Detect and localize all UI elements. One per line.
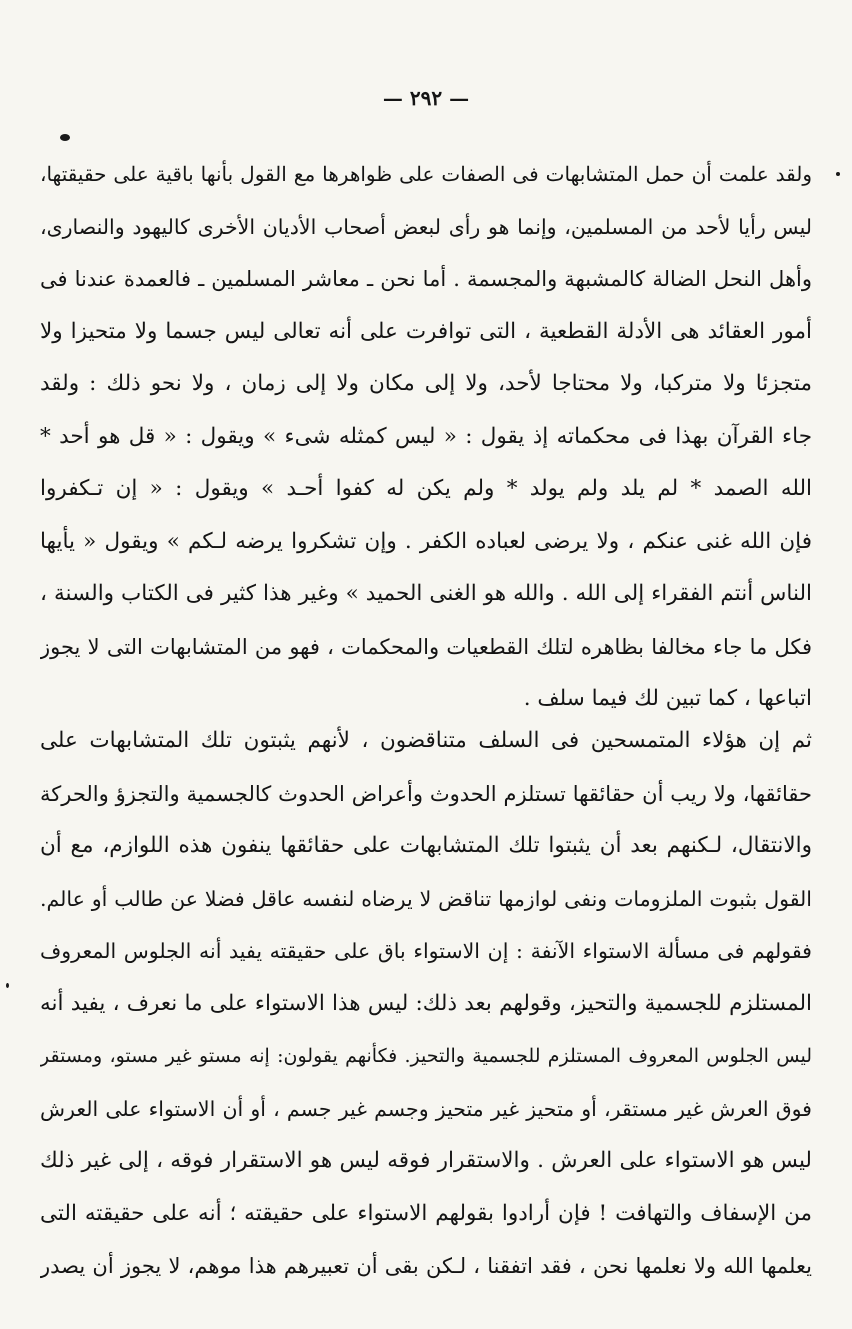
text-line: فقولهم فى مسألة الاستواء الآنفة : إن الاستواء باق على حقيقته يفيد أنه الجلوس المعروف [40, 939, 812, 963]
page-number: — ٢٩٢ — [382, 86, 470, 110]
text-line: والانتقال، لـكنهم بعد أن يثبتوا تلك المتشابهات على حقائقها ينفون هذه اللوازم، مع أن [40, 833, 812, 858]
text-line: الناس أنتم الفقراء إلى الله . والله هو الغنى الحميد » وغير هذا كثير فى الكتاب والسنة ، [40, 581, 812, 606]
text-line: حقائقها، ولا ريب أن حقائقها تستلزم الحدوث وأعراض الحدوث كالجسمية والتجزؤ والحركة [40, 781, 812, 806]
text-line: من الإسفاف والتهافت ! فإن أرادوا بقولهم الاستواء على حقيقته ؛ أنه على حقيقته التى [40, 1200, 812, 1226]
text-line: ليس رأيا لأحد من المسلمين، وإنما هو رأى لبعض أصحاب الأديان الأخرى كاليهود والنصارى، [40, 214, 812, 239]
text-line: جاء القرآن بهذا فى محكماته إذ يقول : « ليس كمثله شىء » ويقول : « قل هو أحد * [40, 423, 812, 449]
paragraph-1 [40, 148, 812, 726]
text-line: يعلمها الله ولا نعلمها نحن ، فقد اتفقنا ، لـكن بقى أن تعبيرهم هذا موهم، لا يجوز أن يصدر [40, 1254, 812, 1278]
text-line: أمور العقائد هى الأدلة القطعية ، التى توافرت على أنه تعالى ليس جسما ولا متحيزا ولا [40, 318, 812, 344]
text-line: متجزئا ولا متركبا، ولا محتاجا لأحد، ولا إلى مكان ولا إلى زمان ، ولا نحو ذلك : ولقد [40, 371, 812, 396]
text-line: فإن الله غنى عنكم ، ولا يرضى لعباده الكفر . وإن تشكروا يرضه لـكم » ويقول « يأيها [40, 528, 812, 554]
text-line: القول بثبوت الملزومات ونفى لوازمها تناقض لا يرضاه لنفسه عاقل فضلا عن طالب أو عالم. [40, 886, 812, 911]
text-line: المستلزم للجسمية والتحيز، وقولهم بعد ذلك: ليس هذا الاستواء على ما نعرف ، يفيد أنه [40, 990, 812, 1016]
text-line: فوق العرش غير مستقر، أو متحيز غير متحيز وجسم غير جسم ، أو أن الاستواء على العرش [40, 1096, 812, 1121]
text-line: وأهل النحل الضالة كالمشبهة والمجسمة . أما نحن ـ معاشر المسلمين ـ فالعمدة عندنا فى [40, 267, 812, 291]
text-line: الله الصمد * لم يلد ولم يولد * ولم يكن له كفوا أحـد » ويقول : « إن تـكفروا [40, 476, 812, 501]
paragraph-2 [40, 715, 812, 1293]
ink-speck [60, 134, 70, 141]
text-line: فكل ما جاء مخالفا بظاهره لتلك القطعيات والمحكمات ، فهو من المتشابهات التى لا يجوز [40, 634, 812, 659]
ink-speck [836, 172, 840, 176]
text-line: اتباعها ، كما تبين لك فيما سلف . [523, 686, 812, 711]
text-line: ولقد علمت أن حمل المتشابهات فى الصفات على ظواهرها مع القول بأنها باقية على حقيقتها، [40, 162, 812, 186]
ink-speck [6, 983, 9, 988]
text-line: ليس الجلوس المعروف المستلزم للجسمية والتحيز. فكأنهم يقولون: إنه مستو غير مستو، ومستقر [40, 1045, 812, 1067]
text-line: ثم إن هؤلاء المتمسحين فى السلف متناقضون ، لأنهم يثبتون تلك المتشابهات على [40, 728, 812, 753]
text-line: ليس هو الاستواء على العرش . والاستقرار فوقه ليس هو الاستقرار فوقه ، إلى غير ذلك [40, 1148, 812, 1173]
